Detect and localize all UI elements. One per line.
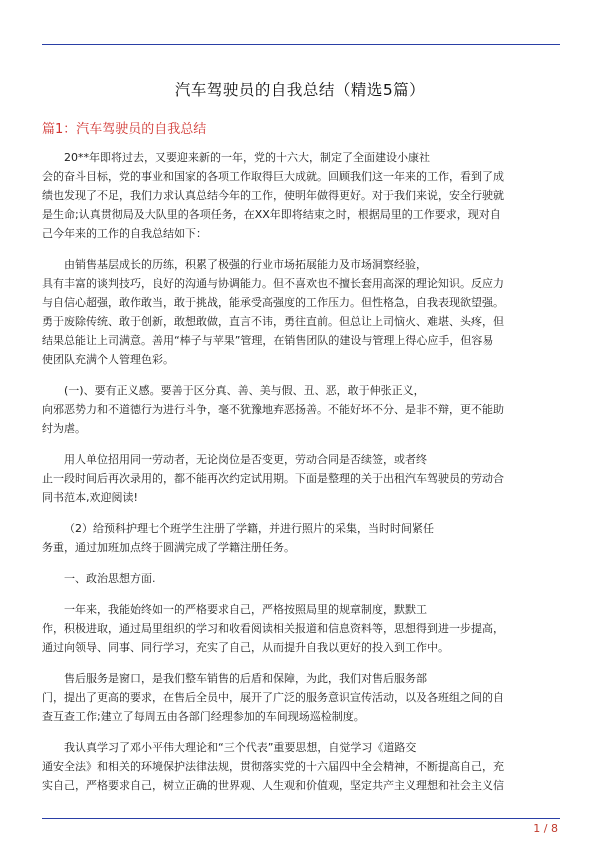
- paragraph-line: 与自信心超强，敢作敢当，敢于挑战，能承受高强度的工作压力。但性格急，自我表现欲望强。: [42, 296, 504, 309]
- footer-rule: [42, 818, 560, 819]
- paragraph-line: 务重，通过加班加点终于圆满完成了学籍注册任务。: [42, 541, 295, 554]
- paragraph-line: 查互查工作;建立了每周五由各部门经理参加的车间现场巡检制度。: [42, 710, 365, 723]
- document-body: [42, 148, 560, 807]
- paragraph: [42, 255, 560, 369]
- paragraph-line: 是生命;认真贯彻局及大队里的各项任务，在XX年即将结束之时，根据局里的工作要求，现对自: [42, 208, 501, 221]
- page-number: 1 / 8: [533, 822, 558, 835]
- paragraph-line: 20**年即将过去，又要迎来新的一年，党的十六大，制定了全面建设小康社: [64, 151, 430, 164]
- paragraph-line: (一)、要有正义感。要善于区分真、善、美与假、丑、恶，敢于伸张正义，: [64, 384, 425, 397]
- document-title: 汽车驾驶员的自我总结（精选5篇）: [174, 81, 426, 99]
- paragraph: [42, 381, 560, 438]
- paragraph-line: 勇于废除传统、敢于创新，敢想敢做，直言不讳，勇往直前。但总让上司恼火、难堪、头疼，但: [42, 315, 504, 328]
- paragraph-line: （2）给预科护理七个班学生注册了学籍，并进行照片的采集，当时时间紧任: [64, 522, 434, 535]
- paragraph-line: 一、政治思想方面.: [64, 572, 156, 585]
- paragraph-line: 使团队充满个人管理色彩。: [42, 353, 174, 366]
- paragraph: [42, 450, 560, 507]
- paragraph-line: 止一段时间后再次录用的，都不能再次约定试用期。下面是整理的关于出租汽车驾驶员的劳动合: [42, 472, 504, 485]
- paragraph-line: 具有丰富的谈判技巧，良好的沟通与协调能力。但不喜欢也不擅长套用高深的理论知识。反应力: [42, 277, 504, 290]
- paragraph-line: 己今年来的工作的自我总结如下：: [42, 227, 207, 240]
- paragraph-line: 门，提出了更高的要求，在售后全员中，展开了广泛的服务意识宣传活动，以及各班组之间的自: [42, 691, 504, 704]
- paragraph: [42, 519, 560, 557]
- paragraph-line: 实自己，严格要求自己，树立正确的世界观、人生观和价值观，坚定共产主义理想和社会主义信: [42, 779, 504, 792]
- paragraph-line: 售后服务是窗口，是我们整车销售的后盾和保障，为此，我们对售后服务部: [64, 672, 427, 685]
- paragraph: [42, 600, 560, 657]
- paragraph-line: 由销售基层成长的历练，积累了极强的行业市场拓展能力及市场洞察经验，: [64, 258, 427, 271]
- paragraph-line: 绩也发现了不足，我们力求认真总结今年的工作，使明年做得更好。对于我们来说，安全行驶就: [42, 189, 504, 202]
- paragraph: [42, 738, 560, 795]
- section-heading: 篇1：汽车驾驶员的自我总结: [42, 122, 207, 137]
- paragraph-line: 同书范本,欢迎阅读!: [42, 491, 138, 504]
- paragraph-line: 结果总能让上司满意。善用“棒子与苹果”管理，在销售团队的建设与管理上得心应手，但容易: [42, 334, 494, 347]
- paragraph: [42, 569, 560, 588]
- paragraph-line: 纣为虐。: [42, 422, 86, 435]
- paragraph: [42, 669, 560, 726]
- paragraph-line: 作，积极进取，通过局里组织的学习和收看阅读相关报道和信息资料等，思想得到进一步提高，: [42, 622, 504, 635]
- paragraph-line: 一年来，我能始终如一的严格要求自己，严格按照局里的规章制度，默默工: [64, 603, 427, 616]
- paragraph: [42, 148, 560, 243]
- header-rule: [42, 44, 560, 45]
- paragraph-line: 通安全法》和相关的环境保护法律法规，贯彻落实党的十六届四中全会精神，不断提高自己，充: [42, 760, 504, 773]
- paragraph-line: 会的奋斗目标，党的事业和国家的各项工作取得巨大成就。回顾我们这一年来的工作，看到了成: [42, 170, 504, 183]
- paragraph-line: 我认真学习了邓小平伟大理论和“三个代表”重要思想，自觉学习《道路交: [64, 741, 417, 754]
- paragraph-line: 向邪恶势力和不道德行为进行斗争，毫不犹豫地弃恶扬善。不能好坏不分、是非不辩，更不能助: [42, 403, 504, 416]
- paragraph-line: 通过向领导、同事、同行学习，充实了自己，从而提升自我以更好的投入到工作中。: [42, 641, 449, 654]
- paragraph-line: 用人单位招用同一劳动者，无论岗位是否变更，劳动合同是否续签，或者终: [64, 453, 427, 466]
